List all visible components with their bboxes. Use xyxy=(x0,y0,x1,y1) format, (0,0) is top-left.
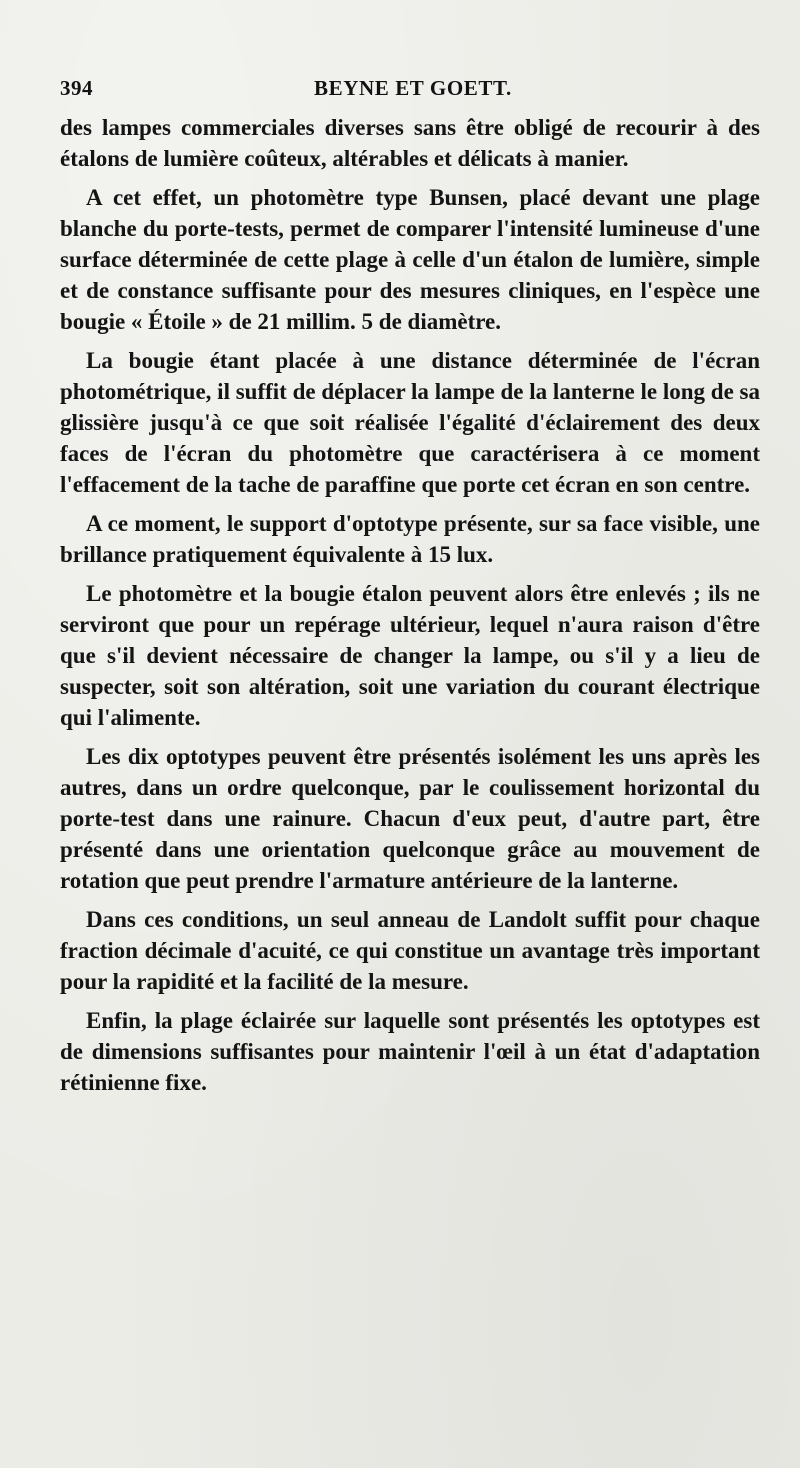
running-head: BEYNE ET GOETT. xyxy=(314,76,512,100)
paragraph-8: Enfin, la plage éclairée sur laquelle sont présentés les optotypes est de dimensions suffisantes pour maintenir l'œil à un état d'adaptation rétinienne fixe. xyxy=(60,1008,760,1095)
paragraph-5: Le photomètre et la bougie étalon peuvent alors être enlevés ; ils ne serviront que pour un repérage ultérieur, lequel n'aura raison d'être que s'il devient nécessaire de changer la lampe, ou s'il y a lieu de suspecter, soit son altération, soit une variation du courant électrique qui l'alimente. xyxy=(60,581,760,730)
paragraph-4: A ce moment, le support d'optotype présente, sur sa face visible, une brillance pratiquement équivalente à 15 lux. xyxy=(60,511,760,567)
paragraph-1: des lampes commerciales diverses sans être obligé de recourir à des étalons de lumière coûteux, altérables et délicats à manier. xyxy=(60,115,760,171)
page-number: 394 xyxy=(60,76,93,100)
paragraph-2: A cet effet, un photomètre type Bunsen, placé devant une plage blanche du porte-tests, permet de comparer l'intensité lumineuse d'une surface déterminée de cette plage à celle d'un étalon de lumière, simple et de constance suffisante pour des mesures cliniques, en l'espèce une bougie « Étoile » de 21 millim. 5 de diamètre. xyxy=(60,185,760,334)
paragraph-3: La bougie étant placée à une distance déterminée de l'écran photométrique, il suffit de déplacer la lampe de la lanterne le long de sa glissière jusqu'à ce que soit réalisée l'égalité d'éclairement des deux faces de l'écran du photomètre que caractérisera à ce moment l'effacement de la tache de paraffine que porte cet écran en son centre. xyxy=(60,348,760,497)
paragraph-7: Dans ces conditions, un seul anneau de Landolt suffit pour chaque fraction décimale d'acuité, ce qui constitue un avantage très important pour la rapidité et la facilité de la mesure. xyxy=(60,907,760,994)
body-text xyxy=(60,112,760,1106)
paragraph-6: Les dix optotypes peuvent être présentés isolément les uns après les autres, dans un ordre quelconque, par le coulissement horizontal du porte-test dans une rainure. Chacun d'eux peut, d'autre part, être présenté dans une orientation quelconque grâce au mouvement de rotation que peut prendre l'armature antérieure de la lanterne. xyxy=(60,744,760,893)
page-header xyxy=(60,76,760,102)
